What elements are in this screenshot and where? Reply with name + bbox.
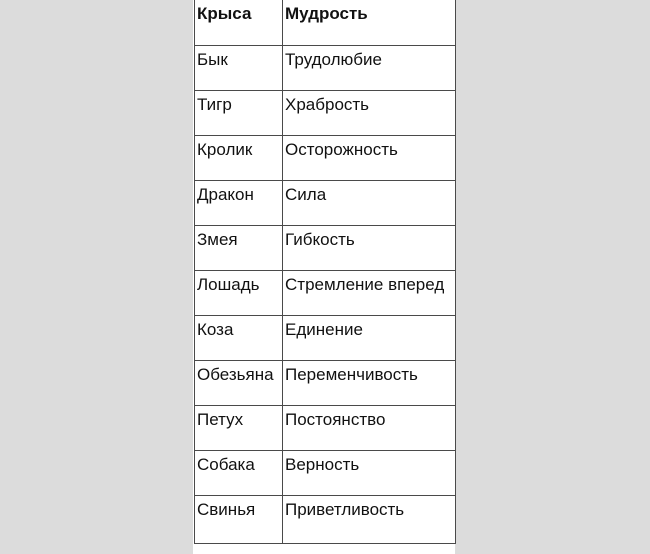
sign-cell: Петух [195, 405, 283, 450]
zodiac-traits-table [194, 0, 456, 544]
table-row [195, 360, 456, 405]
header-sign-cell: Крыса [195, 0, 283, 45]
trait-cell: Постоянство [283, 405, 456, 450]
table-row [195, 135, 456, 180]
header-trait-cell: Мудрость [283, 0, 456, 45]
table-row [195, 315, 456, 360]
trait-cell: Приветливость [283, 495, 456, 543]
trait-cell: Гибкость [283, 225, 456, 270]
table-row [195, 90, 456, 135]
sign-cell: Обезьяна [195, 360, 283, 405]
trait-cell: Стремление вперед [283, 270, 456, 315]
sign-cell: Бык [195, 45, 283, 90]
sign-cell: Лошадь [195, 270, 283, 315]
sign-cell: Собака [195, 450, 283, 495]
table-row [195, 495, 456, 543]
sign-cell: Кролик [195, 135, 283, 180]
trait-cell: Осторожность [283, 135, 456, 180]
table-row [195, 45, 456, 90]
trait-cell: Сила [283, 180, 456, 225]
table-header-row [195, 0, 456, 45]
trait-cell: Переменчивость [283, 360, 456, 405]
sign-cell: Коза [195, 315, 283, 360]
sign-cell: Дракон [195, 180, 283, 225]
table-row [195, 225, 456, 270]
table-row [195, 405, 456, 450]
trait-cell: Верность [283, 450, 456, 495]
table-row [195, 450, 456, 495]
trait-cell: Храбрость [283, 90, 456, 135]
trait-cell: Единение [283, 315, 456, 360]
trait-cell: Трудолюбие [283, 45, 456, 90]
sign-cell: Змея [195, 225, 283, 270]
table-row [195, 270, 456, 315]
sign-cell: Свинья [195, 495, 283, 543]
sign-cell: Тигр [195, 90, 283, 135]
table-row [195, 180, 456, 225]
